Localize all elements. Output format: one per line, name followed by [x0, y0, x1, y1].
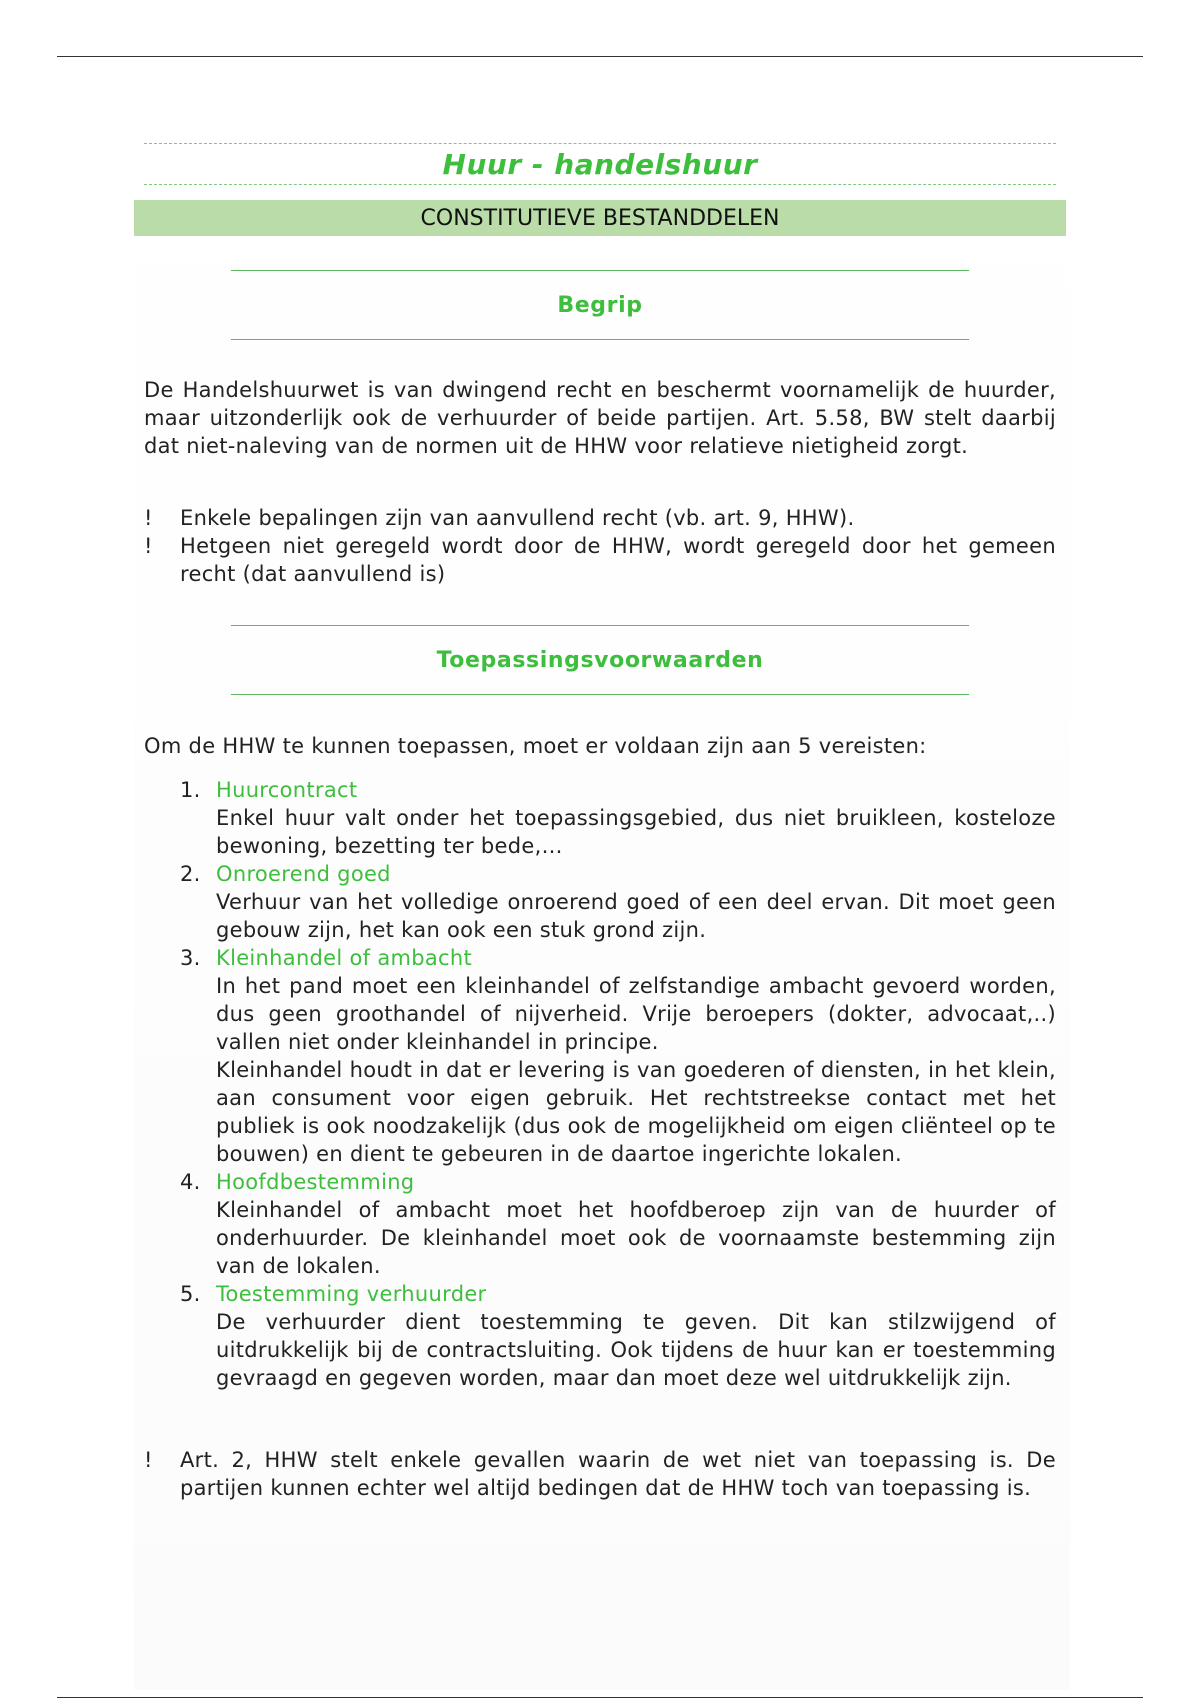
heading-begrip: Begrip — [231, 270, 969, 340]
note-item — [144, 532, 1056, 588]
item-number: 3. — [180, 946, 201, 970]
note-text: Hetgeen niet geregeld wordt door de HHW, wordt geregeld door het gemeen recht (dat aanvullend is) — [180, 534, 1056, 586]
page-top-rule — [57, 56, 1143, 57]
toepassing-intro: Om de HHW te kunnen toepassen, moet er voldaan zijn aan 5 vereisten: — [144, 734, 927, 758]
exclamation-icon: ! — [144, 1448, 153, 1472]
list-item — [180, 860, 1056, 944]
list-item — [180, 1168, 1056, 1280]
item-heading: Kleinhandel of ambacht — [216, 946, 473, 970]
note-text: Art. 2, HHW stelt enkele gevallen waarin de wet niet van toepassing is. De partijen kunnen echter wel altijd bedingen dat de HHW toch van toepassing is. — [180, 1448, 1056, 1500]
document-title: Huur - handelshuur — [442, 147, 758, 181]
item-description: Kleinhandel houdt in dat er levering is van goederen of diensten, in het klein, aan consument voor eigen gebruik. Het rechtstreekse contact met het publiek is ook noodzakelijk (dus ook de mogelijkheid om eigen cliënteel op te bouwen) en dient te gebeuren in de daartoe ingerichte lokalen. — [216, 1058, 1056, 1166]
item-description: Verhuur van het volledige onroerend goed of een deel ervan. Dit moet geen gebouw zijn, het kan ook een stuk grond zijn. — [216, 890, 1056, 942]
requirements-list — [180, 776, 1056, 1392]
item-number: 1. — [180, 778, 201, 802]
note-text: Enkele bepalingen zijn van aanvullend recht (vb. art. 9, HHW). — [180, 506, 855, 530]
section-banner: CONSTITUTIEVE BESTANDDELEN — [134, 200, 1066, 236]
item-description: De verhuurder dient toestemming te geven. Dit kan stilzwijgend of uitdrukkelijk bij de contractsluiting. Ook tijdens de huur kan er toestemming gevraagd en gegeven worden, maar dan moet deze wel uitdrukkelijk zijn. — [216, 1310, 1056, 1390]
item-number: 2. — [180, 862, 201, 886]
list-item — [180, 944, 1056, 1168]
list-item — [180, 776, 1056, 860]
title-box — [144, 143, 1056, 185]
final-note — [144, 1446, 1056, 1502]
item-heading: Huurcontract — [216, 778, 358, 802]
exclamation-icon: ! — [144, 534, 153, 558]
note-item — [144, 504, 1056, 532]
page-bottom-rule — [57, 1697, 1143, 1698]
item-description: Kleinhandel of ambacht moet het hoofdberoep zijn van de huurder of onderhuurder. De kleinhandel moet ook de voornaamste bestemming zijn van de lokalen. — [216, 1198, 1056, 1278]
begrip-paragraph: De Handelshuurwet is van dwingend recht en beschermt voornamelijk de huurder, maar uitzonderlijk ook de verhuurder of beide partijen. Art. 5.58, BW stelt daarbij dat niet-naleving van de normen uit de HHW voor relatieve nietigheid zorgt. — [144, 378, 1056, 458]
heading-toepassingsvoorwaarden: Toepassingsvoorwaarden — [231, 625, 969, 695]
item-number: 4. — [180, 1170, 201, 1194]
item-description: Enkel huur valt onder het toepassingsgebied, dus niet bruikleen, kosteloze bewoning, bezetting ter bede,… — [216, 806, 1056, 858]
list-item — [180, 1280, 1056, 1392]
item-heading: Hoofdbestemming — [216, 1170, 415, 1194]
exclamation-icon: ! — [144, 506, 153, 530]
item-heading: Onroerend goed — [216, 862, 391, 886]
item-description: In het pand moet een kleinhandel of zelfstandige ambacht gevoerd worden, dus geen groothandel of nijverheid. Vrije beroepers (dokter, advocaat,..) vallen niet onder kleinhandel in principe. — [216, 974, 1056, 1054]
item-heading: Toestemming verhuurder — [216, 1282, 487, 1306]
item-number: 5. — [180, 1282, 201, 1306]
